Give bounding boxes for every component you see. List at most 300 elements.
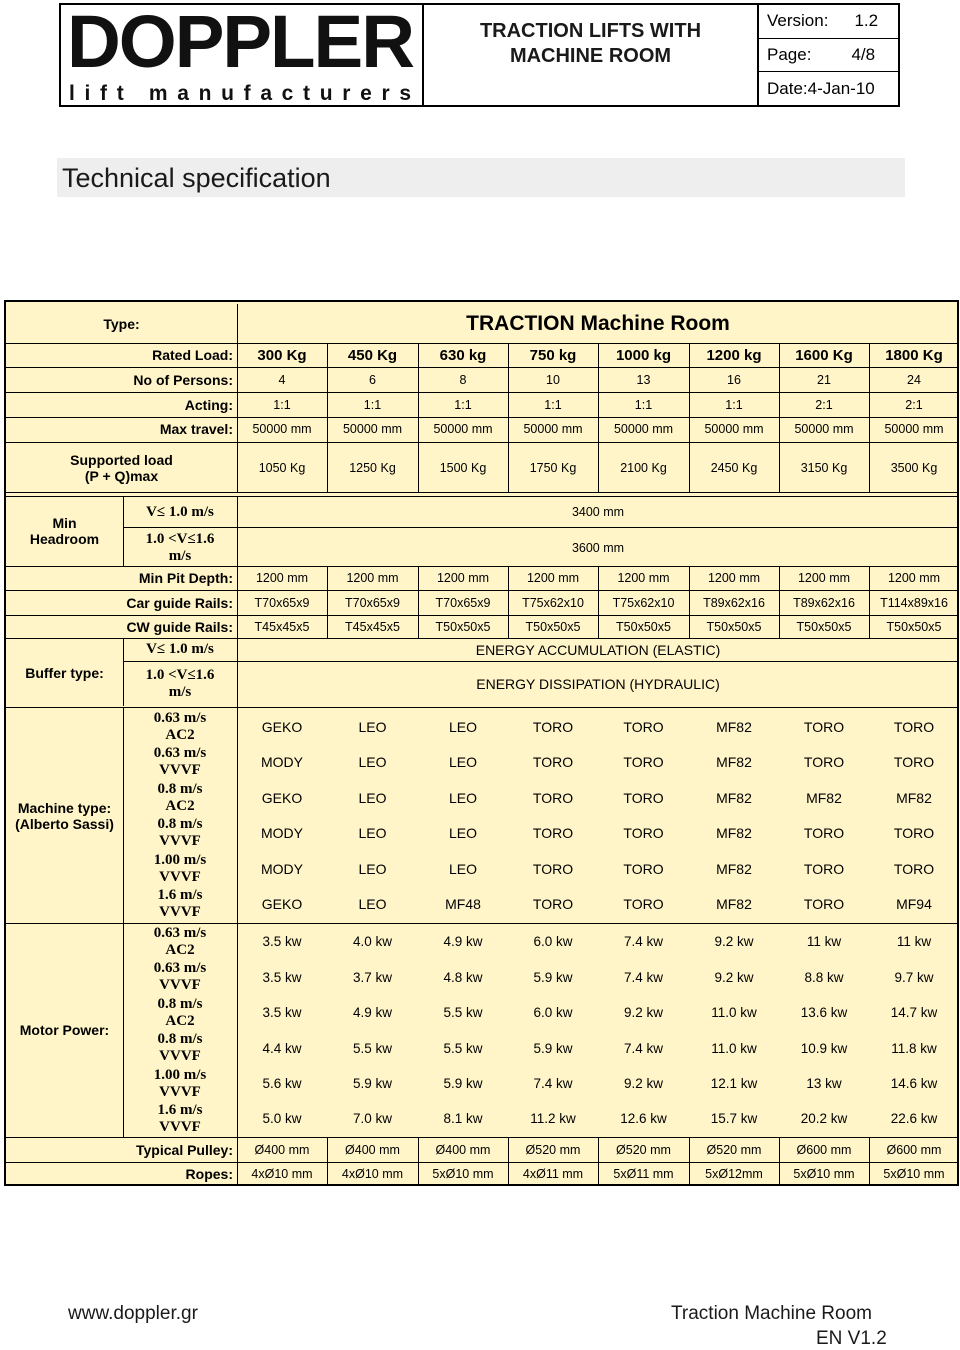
- travel-cell: 50000 mm: [794, 422, 854, 436]
- machine-drive-type: VVVF: [159, 868, 201, 885]
- motor-power-cell: 14.6 kw: [890, 1076, 938, 1091]
- headroom-speed-high-line1: 1.0 <V≤1.6: [145, 530, 215, 547]
- travel-label: Max travel:: [159, 421, 233, 437]
- grid-line: [327, 344, 328, 492]
- machine-type-cell: MF82: [716, 825, 752, 841]
- machine-drive-type: AC2: [165, 726, 195, 743]
- motor-power-cell: 9.2 kw: [714, 969, 754, 985]
- buffer-value-low: ENERGY ACCUMULATION (ELASTIC): [475, 641, 721, 658]
- machine-type-cell: LEO: [448, 860, 477, 877]
- grid-line: [869, 344, 870, 492]
- grid-line: [237, 344, 238, 492]
- machine-type-cell: TORO: [803, 718, 845, 735]
- ropes-cell: 4xØ11 mm: [522, 1167, 584, 1181]
- travel-cell: 50000 mm: [613, 422, 674, 436]
- car-rails-cell: T70x65x9: [345, 595, 400, 610]
- machine-type-cell: TORO: [893, 718, 935, 735]
- header-meta: [759, 5, 898, 105]
- motor-speed-label: [123, 1066, 237, 1101]
- machine-type-cell: TORO: [623, 860, 664, 877]
- car-rails-cell: T89x62x16: [793, 595, 855, 610]
- version-label: Version:: [767, 11, 829, 31]
- header-title-cell: [424, 5, 759, 105]
- machine-drive-type: AC2: [165, 797, 195, 814]
- motor-power-cell: 20.2 kw: [800, 1111, 848, 1126]
- page-row: [759, 39, 898, 73]
- machine-type-cell: MF82: [806, 789, 842, 806]
- motor-power-cell: 3.5 kw: [262, 969, 302, 985]
- motor-power-cell: 9.7 kw: [894, 969, 934, 985]
- motor-drive-type: AC2: [165, 1012, 195, 1029]
- motor-power-cell: 7.0 kw: [352, 1111, 393, 1126]
- machine-type-cell: TORO: [803, 895, 845, 912]
- machine-type-cell: TORO: [532, 825, 574, 841]
- machine-type-cell: LEO: [358, 718, 387, 735]
- cw-rails-cell: T50x50x5: [706, 620, 762, 634]
- grid-line: [123, 496, 124, 566]
- motor-power-cell: 10.9 kw: [800, 1040, 848, 1056]
- machine-type-cell: LEO: [358, 789, 387, 806]
- pit-depth-cell: 1200 mm: [707, 571, 761, 585]
- machine-type-cell: TORO: [532, 860, 574, 877]
- motor-power-cell: 4.9 kw: [352, 1005, 393, 1020]
- grid-line: [123, 639, 124, 706]
- acting-cell: 1:1: [273, 397, 291, 412]
- cw-rails-label: CW guide Rails:: [126, 619, 233, 635]
- acting-label: Acting:: [184, 396, 233, 413]
- persons-cell: 16: [727, 373, 741, 387]
- motor-power-cell: 13.6 kw: [800, 1005, 848, 1020]
- grid-line: [779, 344, 780, 492]
- motor-power-cell: 9.2 kw: [714, 934, 754, 949]
- machine-type-cell: GEKO: [261, 895, 303, 912]
- grid-line: [237, 304, 238, 344]
- grid-line: [508, 344, 509, 492]
- document-header: [59, 3, 900, 107]
- rated-load-cell: 300 Kg: [257, 346, 307, 364]
- machine-type-cell: TORO: [532, 895, 574, 912]
- machine-type-cell: TORO: [803, 860, 845, 877]
- machine-type-cell: LEO: [358, 754, 387, 770]
- grid-line: [689, 344, 690, 492]
- machine-drive-type: VVVF: [159, 762, 201, 778]
- machine-type-cell: MODY: [261, 825, 303, 841]
- motor-drive-type: VVVF: [159, 1083, 201, 1100]
- footer-doc-version: EN V1.2: [816, 1328, 887, 1349]
- grid-line: [869, 566, 870, 639]
- motor-power-cell: 4.9 kw: [443, 934, 483, 949]
- version-value: 1.2: [854, 11, 879, 31]
- headroom-label-line1: Min: [52, 515, 77, 531]
- rated-load-label: Rated Load:: [152, 347, 233, 363]
- pulley-cell: Ø400 mm: [254, 1142, 310, 1157]
- motor-power-cell: 7.4 kw: [533, 1076, 573, 1091]
- machine-type-cell: LEO: [358, 895, 387, 912]
- motor-speed-label: [123, 959, 237, 995]
- grid-line: [123, 661, 959, 662]
- machine-type-cell: TORO: [623, 754, 664, 770]
- cw-rails-cell: T50x50x5: [886, 620, 942, 634]
- grid-line: [779, 566, 780, 639]
- cw-rails-cell: T45x45x5: [254, 620, 310, 634]
- motor-speed-value: 0.8 m/s: [157, 1031, 203, 1047]
- travel-cell: 50000 mm: [884, 422, 944, 436]
- headroom-value-high: 3600 mm: [571, 540, 625, 555]
- motor-power-cell: 11.8 kw: [891, 1040, 937, 1056]
- rated-load-cell: 630 kg: [439, 346, 487, 364]
- motor-power-cell: 12.6 kw: [620, 1111, 667, 1126]
- supported-load-cell: 1500 Kg: [439, 460, 487, 475]
- logo-wordmark: DOPPLER: [67, 5, 414, 83]
- motor-drive-type: AC2: [165, 941, 195, 958]
- pit-depth-cell: 1200 mm: [346, 571, 399, 585]
- acting-cell: 2:1: [905, 397, 923, 412]
- motor-speed-value: 0.63 m/s: [153, 960, 207, 976]
- motor-power-cell: 11.2 kw: [530, 1111, 576, 1126]
- grid-line: [6, 367, 959, 368]
- travel-cell: 50000 mm: [342, 422, 403, 436]
- travel-cell: 50000 mm: [704, 422, 764, 436]
- motor-power-cell: 7.4 kw: [623, 934, 664, 949]
- buffer-speed-low: V≤ 1.0 m/s: [146, 641, 214, 657]
- machine-type-cell: TORO: [623, 789, 664, 806]
- grid-line: [237, 566, 238, 1186]
- motor-power-cell: 13 kw: [806, 1076, 842, 1091]
- headroom-speed-high-line2: m/s: [168, 547, 192, 564]
- motor-power-cell: 5.9 kw: [533, 969, 573, 985]
- grid-line: [598, 344, 599, 492]
- doppler-logo-graphic: [61, 5, 420, 105]
- grid-line: [418, 344, 419, 492]
- persons-label: No of Persons:: [133, 372, 233, 388]
- supported-load-cell: 1250 Kg: [349, 460, 396, 475]
- machine-type-cell: TORO: [623, 718, 664, 735]
- machine-type-cell: MF82: [716, 860, 752, 877]
- motor-power-cell: 3.5 kw: [262, 934, 302, 949]
- section-title: Technical specification: [62, 163, 331, 193]
- footer-doc-title: Traction Machine Room: [671, 1303, 872, 1324]
- ropes-cell: 5xØ10 mm: [883, 1167, 945, 1181]
- machine-type-cell: TORO: [623, 895, 664, 912]
- rated-load-cell: 1000 kg: [615, 346, 672, 364]
- pit-depth-label: Min Pit Depth:: [138, 570, 233, 586]
- cw-rails-cell: T45x45x5: [345, 620, 400, 634]
- machine-type-cell: MF82: [716, 895, 752, 912]
- pulley-cell: Ø400 mm: [435, 1142, 491, 1157]
- motor-speed-value: 1.00 m/s: [153, 1066, 207, 1083]
- headroom-speed-low: V≤ 1.0 m/s: [146, 503, 214, 520]
- machine-speed-label: [123, 709, 237, 744]
- page-value: 4/8: [851, 45, 876, 64]
- pulley-cell: Ø600 mm: [796, 1142, 852, 1157]
- motor-power-cell: 5.0 kw: [262, 1111, 302, 1126]
- supported-load-label: [6, 443, 237, 492]
- ropes-cell: 5xØ12mm: [705, 1167, 763, 1181]
- grid-line: [237, 496, 238, 566]
- ropes-cell: 5xØ11 mm: [613, 1167, 674, 1181]
- motor-power-cell: 11.0 kw: [711, 1040, 757, 1056]
- car-rails-cell: T70x65x9: [435, 595, 491, 610]
- motor-power-cell: 6.0 kw: [533, 1005, 573, 1020]
- motor-power-cell: 4.4 kw: [262, 1040, 302, 1056]
- supported-load-cell: 1050 Kg: [258, 460, 306, 475]
- motor-power-cell: 9.2 kw: [623, 1076, 664, 1091]
- machine-type-cell: MODY: [261, 860, 303, 877]
- machine-type-cell: MF82: [716, 789, 752, 806]
- motor-speed-value: 1.6 m/s: [157, 1101, 203, 1118]
- machine-type-cell: LEO: [448, 789, 477, 806]
- machine-drive-type: VVVF: [159, 833, 201, 849]
- grid-line: [689, 566, 690, 639]
- machine-type-cell: TORO: [803, 825, 845, 841]
- machine-drive-type: VVVF: [159, 903, 201, 920]
- motor-power-cell: 5.6 kw: [262, 1076, 302, 1091]
- motor-power-cell: 22.6 kw: [890, 1111, 938, 1126]
- motor-speed-value: 0.63 m/s: [153, 924, 207, 941]
- motor-power-cell: 12.1 kw: [710, 1076, 758, 1091]
- supported-load-cell: 2100 Kg: [620, 460, 667, 475]
- grid-line: [869, 1138, 870, 1186]
- machine-type-cell: TORO: [532, 718, 574, 735]
- machine-type-cell: LEO: [358, 825, 387, 841]
- grid-line: [598, 1138, 599, 1186]
- pit-depth-cell: 1200 mm: [617, 571, 670, 585]
- grid-line: [418, 1138, 419, 1186]
- rated-load-cell: 1600 Kg: [795, 346, 853, 364]
- machine-speed-label: [123, 851, 237, 886]
- pit-depth-cell: 1200 mm: [797, 571, 851, 585]
- headroom-label-line2: Headroom: [29, 531, 100, 547]
- buffer-speed-high: [123, 662, 237, 706]
- motor-power-cell: 5.5 kw: [443, 1005, 483, 1020]
- motor-power-cell: 8.1 kw: [443, 1111, 483, 1126]
- spec-table: [4, 300, 959, 1186]
- travel-cell: 50000 mm: [252, 422, 312, 436]
- machine-speed-value: 1.00 m/s: [153, 851, 207, 868]
- motor-power-cell: 8.8 kw: [804, 969, 844, 985]
- machine-type-label: [6, 709, 123, 922]
- motor-drive-type: VVVF: [159, 977, 201, 993]
- car-rails-cell: T70x65x9: [254, 595, 310, 610]
- persons-cell: 10: [546, 373, 560, 387]
- machine-type-cell: LEO: [448, 754, 477, 770]
- car-rails-cell: T75x62x10: [612, 595, 675, 610]
- car-rails-cell: T75x62x10: [522, 595, 584, 610]
- motor-power-cell: 11 kw: [896, 934, 932, 949]
- section-title-bar: [57, 158, 905, 197]
- grid-line: [6, 492, 959, 493]
- pulley-cell: Ø520 mm: [706, 1142, 762, 1157]
- pit-depth-cell: 1200 mm: [526, 571, 580, 585]
- headroom-label: [6, 496, 123, 566]
- machine-speed-value: 0.8 m/s: [157, 780, 203, 797]
- buffer-type-label: Buffer type:: [25, 664, 104, 681]
- grid-line: [6, 707, 959, 708]
- machine-type-cell: LEO: [448, 825, 477, 841]
- motor-drive-type: VVVF: [159, 1048, 201, 1064]
- acting-cell: 1:1: [725, 397, 743, 412]
- motor-drive-type: VVVF: [159, 1118, 201, 1135]
- pit-depth-cell: 1200 mm: [436, 571, 490, 585]
- machine-speed-label: [123, 780, 237, 815]
- motor-speed-label: [123, 1101, 237, 1136]
- machine-type-label-line2: (Alberto Sassi): [15, 815, 114, 832]
- travel-cell: 50000 mm: [433, 422, 493, 436]
- machine-type-cell: TORO: [893, 754, 935, 770]
- pit-depth-cell: 1200 mm: [255, 571, 309, 585]
- motor-power-cell: 9.2 kw: [623, 1005, 664, 1020]
- acting-cell: 2:1: [815, 397, 833, 412]
- machine-type-cell: LEO: [358, 860, 387, 877]
- rated-load-cell: 1200 kg: [706, 346, 762, 364]
- page-label: Page:: [767, 45, 812, 64]
- grid-line: [598, 566, 599, 639]
- type-label: Type:: [103, 316, 140, 332]
- grid-line: [508, 1138, 509, 1186]
- motor-power-cell: 5.5 kw: [352, 1040, 393, 1056]
- grid-line: [327, 1138, 328, 1186]
- date-row: [759, 72, 898, 105]
- logo-tagline: lift manufacturers: [69, 82, 411, 105]
- machine-type-cell: GEKO: [261, 718, 303, 735]
- cw-rails-cell: T50x50x5: [616, 620, 671, 634]
- machine-type-cell: MF82: [716, 718, 752, 735]
- date-value: Date:4-Jan-10: [767, 78, 875, 98]
- rated-load-cell: 450 Kg: [347, 346, 398, 364]
- ropes-label: Ropes:: [185, 1166, 233, 1182]
- motor-power-cell: 3.7 kw: [352, 969, 393, 985]
- acting-cell: 1:1: [454, 397, 472, 412]
- pulley-cell: Ø400 mm: [345, 1142, 400, 1157]
- grid-line: [418, 566, 419, 639]
- type-value: TRACTION Machine Room: [466, 312, 730, 335]
- buffer-speed-high-line2: m/s: [168, 684, 192, 700]
- supported-load-cell: 3150 Kg: [800, 460, 848, 475]
- machine-speed-value: 0.63 m/s: [153, 745, 207, 761]
- ropes-cell: 4xØ10 mm: [251, 1167, 313, 1181]
- supported-load-cell: 1750 Kg: [529, 460, 577, 475]
- machine-speed-label: [123, 815, 237, 851]
- motor-power-cell: 5.9 kw: [533, 1040, 573, 1056]
- pulley-cell: Ø520 mm: [525, 1142, 581, 1157]
- rated-load-cell: 750 kg: [529, 346, 577, 364]
- grid-line: [779, 1138, 780, 1186]
- motor-speed-label: [123, 924, 237, 959]
- motor-power-label: Motor Power:: [19, 1022, 110, 1038]
- machine-type-cell: MF48: [445, 895, 481, 912]
- motor-power-cell: 11 kw: [806, 934, 842, 949]
- machine-speed-value: 0.63 m/s: [153, 709, 207, 726]
- machine-type-label-line1: Machine type:: [17, 799, 112, 816]
- motor-power-cell: 7.4 kw: [623, 969, 664, 985]
- persons-cell: 4: [278, 373, 286, 387]
- grid-line: [6, 442, 959, 443]
- headroom-speed-high: [123, 529, 237, 566]
- persons-cell: 6: [369, 373, 376, 387]
- motor-power-cell: 11.0 kw: [711, 1005, 757, 1020]
- cw-rails-cell: T50x50x5: [525, 620, 581, 634]
- ropes-cell: 5xØ10 mm: [793, 1167, 855, 1181]
- persons-cell: 13: [636, 373, 651, 387]
- machine-type-cell: MODY: [261, 754, 303, 770]
- machine-type-cell: TORO: [803, 754, 845, 770]
- ropes-cell: 5xØ10 mm: [432, 1167, 494, 1181]
- machine-type-cell: GEKO: [261, 789, 303, 806]
- machine-type-cell: TORO: [532, 754, 574, 770]
- acting-cell: 1:1: [363, 397, 382, 412]
- acting-cell: 1:1: [634, 397, 653, 412]
- machine-speed-value: 0.8 m/s: [157, 816, 203, 832]
- grid-line: [123, 527, 959, 528]
- company-logo: [61, 5, 424, 105]
- motor-power-cell: 6.0 kw: [533, 934, 573, 949]
- machine-type-cell: MF82: [716, 754, 752, 770]
- persons-cell: 24: [907, 373, 921, 387]
- grid-line: [689, 1138, 690, 1186]
- motor-speed-label: [123, 995, 237, 1030]
- motor-speed-label: [123, 1030, 237, 1066]
- buffer-speed-high-line1: 1.0 <V≤1.6: [145, 667, 215, 683]
- motor-power-cell: 15.7 kw: [710, 1111, 758, 1126]
- machine-type-cell: TORO: [893, 860, 935, 877]
- grid-line: [327, 566, 328, 639]
- acting-cell: 1:1: [544, 397, 562, 412]
- travel-cell: 50000 mm: [523, 422, 583, 436]
- rated-load-cell: 1800 Kg: [885, 346, 943, 364]
- grid-line: [508, 566, 509, 639]
- machine-type-cell: TORO: [532, 789, 574, 806]
- persons-cell: 21: [817, 373, 831, 387]
- motor-power-cell: 4.0 kw: [352, 934, 393, 949]
- grid-line: [6, 392, 959, 393]
- document-title: TRACTION LIFTS WITH MACHINE ROOM: [479, 20, 702, 67]
- machine-speed-label: [123, 744, 237, 780]
- pulley-cell: Ø600 mm: [886, 1142, 942, 1157]
- motor-power-cell: 4.8 kw: [443, 969, 483, 985]
- machine-type-cell: MF82: [896, 789, 932, 806]
- buffer-value-high: ENERGY DISSIPATION (HYDRAULIC): [476, 676, 720, 692]
- version-row: [759, 5, 898, 39]
- supported-load-label-line1: Supported load: [70, 451, 173, 468]
- persons-cell: 8: [459, 373, 467, 387]
- machine-type-cell: MF94: [896, 895, 932, 912]
- motor-power-cell: 5.9 kw: [352, 1076, 393, 1091]
- motor-power-cell: 3.5 kw: [262, 1005, 302, 1020]
- footer-website: www.doppler.gr: [68, 1303, 198, 1324]
- cw-rails-cell: T50x50x5: [435, 620, 491, 634]
- car-rails-cell: T89x62x16: [703, 595, 765, 610]
- ropes-cell: 4xØ10 mm: [341, 1167, 404, 1181]
- headroom-value-low: 3400 mm: [571, 505, 625, 519]
- supported-load-cell: 2450 Kg: [710, 460, 758, 475]
- machine-type-cell: TORO: [623, 825, 664, 841]
- pit-depth-cell: 1200 mm: [887, 571, 941, 585]
- motor-speed-value: 0.8 m/s: [157, 995, 203, 1012]
- machine-speed-value: 1.6 m/s: [157, 886, 203, 903]
- motor-power-cell: 5.5 kw: [443, 1040, 483, 1056]
- motor-power-cell: 7.4 kw: [623, 1040, 664, 1056]
- grid-line: [6, 417, 959, 418]
- machine-type-cell: LEO: [448, 718, 477, 735]
- car-rails-label: Car guide Rails:: [126, 594, 233, 611]
- pulley-label: Typical Pulley:: [136, 1141, 233, 1158]
- machine-type-cell: TORO: [893, 825, 935, 841]
- car-rails-cell: T114x89x16: [880, 595, 948, 610]
- motor-power-cell: 14.7 kw: [890, 1005, 938, 1020]
- supported-load-label-line2: (P + Q)max: [84, 467, 159, 484]
- grid-line: [6, 496, 959, 497]
- pulley-cell: Ø520 mm: [616, 1142, 671, 1157]
